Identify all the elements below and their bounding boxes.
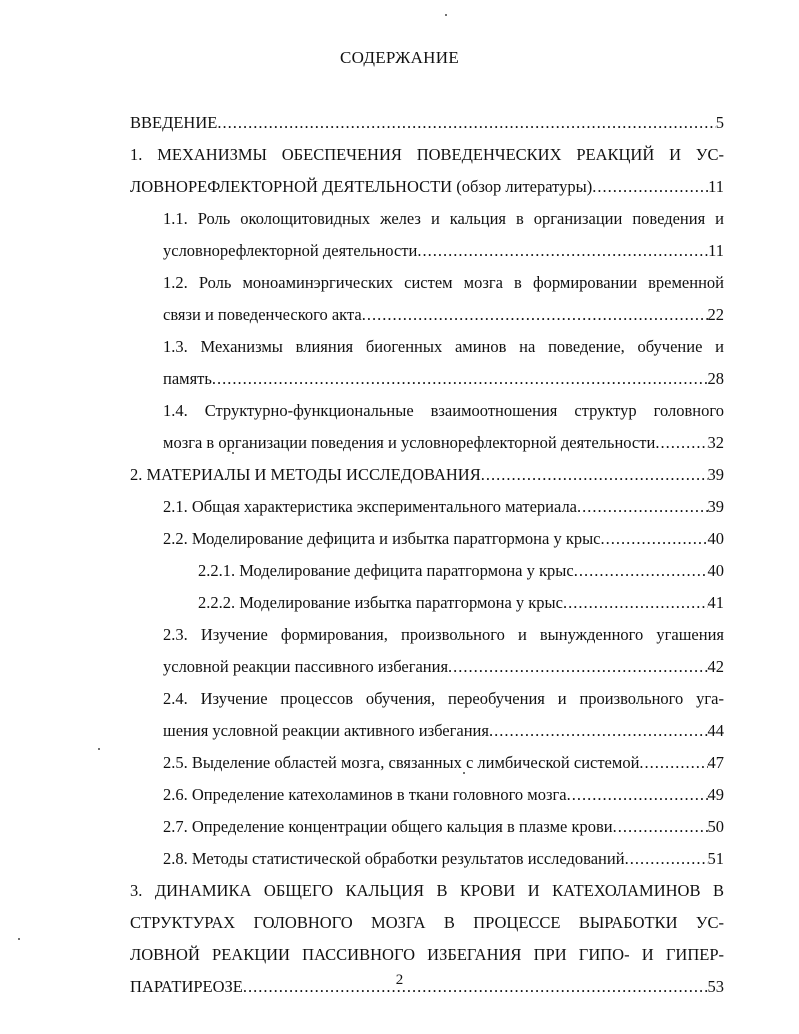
leader-dots — [481, 460, 708, 490]
scan-speck — [232, 452, 234, 454]
toc-entry-1-3-cont[interactable] — [0, 364, 799, 394]
toc-entry-page: 41 — [707, 593, 724, 612]
toc-entry-text: 1. МЕХАНИЗМЫ ОБЕСПЕЧЕНИЯ ПОВЕДЕНЧЕСКИХ РЕАКЦИЙ И УС- — [130, 145, 724, 164]
toc-entry-1-2-cont[interactable] — [0, 300, 799, 330]
leader-dots — [212, 364, 708, 394]
scan-speck — [18, 938, 20, 940]
toc-entry-page: 51 — [707, 849, 724, 868]
leader-dots — [574, 556, 708, 586]
toc-entry-text: 3. ДИНАМИКА ОБЩЕГО КАЛЬЦИЯ В КРОВИ И КАТЕХОЛАМИНОВ В — [130, 881, 724, 900]
toc-entry-text: ЛОВНОРЕФЛЕКТОРНОЙ ДЕЯТЕЛЬНОСТИ (обзор литературы) — [130, 177, 593, 196]
toc-entry-chapter-3-cont[interactable] — [0, 940, 799, 970]
toc-entry-text: 2. МАТЕРИАЛЫ И МЕТОДЫ ИССЛЕДОВАНИЯ — [130, 465, 481, 484]
toc-entry-2-1[interactable] — [0, 492, 799, 522]
toc-entry-text: 2.8. Методы статистической обработки результатов исследований — [163, 849, 625, 868]
leader-dots — [448, 652, 707, 682]
leader-dots — [362, 300, 708, 330]
toc-entry-1-3[interactable] — [0, 332, 799, 362]
toc-entry-introduction[interactable] — [0, 108, 799, 138]
toc-entry-page: 28 — [707, 369, 724, 388]
scan-speck — [445, 14, 447, 16]
leader-dots — [613, 812, 708, 842]
toc-entry-2-2[interactable] — [0, 524, 799, 554]
toc-entry-2-3[interactable] — [0, 620, 799, 650]
toc-entry-1-4-cont[interactable] — [0, 428, 799, 458]
toc-entry-page: 39 — [707, 465, 724, 484]
toc-entry-text: 2.7. Определение концентрации общего кальция в плазме крови — [163, 817, 613, 836]
toc-entry-text: 2.3. Изучение формирования, произвольного и вынужденного угашения — [163, 625, 724, 644]
toc-entry-page: 32 — [707, 433, 724, 452]
toc-entry-text: условной реакции пассивного избегания — [163, 657, 449, 676]
toc-entry-1-1[interactable] — [0, 204, 799, 234]
toc-entry-text: 1.4. Структурно-функциональные взаимоотношения структур головного — [163, 401, 724, 420]
toc-entry-2-4[interactable] — [0, 684, 799, 714]
toc-entry-text: условнорефлекторной деятельности — [163, 241, 418, 260]
toc-entry-text: шения условной реакции активного избегания — [163, 721, 489, 740]
toc-entry-2-8[interactable] — [0, 844, 799, 874]
toc-entry-page: 5 — [715, 113, 724, 132]
leader-dots — [592, 172, 708, 202]
leader-dots — [577, 492, 707, 522]
leader-dots — [639, 748, 707, 778]
toc-entry-2-2-2[interactable] — [0, 588, 799, 618]
toc-entry-page: 11 — [708, 241, 724, 260]
toc-entry-page: 39 — [707, 497, 724, 516]
toc-entry-chapter-3-cont[interactable] — [0, 908, 799, 938]
toc-entry-text: СТРУКТУРАХ ГОЛОВНОГО МОЗГА В ПРОЦЕССЕ ВЫРАБОТКИ УС- — [130, 913, 724, 932]
scan-speck — [98, 748, 100, 750]
toc-entry-page: 53 — [707, 977, 724, 996]
toc-entry-text: 1.1. Роль околощитовидных желез и кальция в организации поведения и — [163, 209, 724, 228]
toc-entry-chapter-1[interactable] — [0, 140, 799, 170]
toc-entry-text: 2.2.1. Моделирование дефицита паратгормона у крыс — [198, 561, 574, 580]
toc-entry-page: 42 — [707, 657, 724, 676]
toc-entry-2-2-1[interactable] — [0, 556, 799, 586]
toc-entry-chapter-2[interactable] — [0, 460, 799, 490]
toc-entry-text: 2.6. Определение катехоламинов в ткани головного мозга — [163, 785, 567, 804]
toc-entry-2-4-cont[interactable] — [0, 716, 799, 746]
toc-entry-text: 1.2. Роль моноаминэргических систем мозга в формировании временной — [163, 273, 724, 292]
toc-entry-text: 2.2. Моделирование дефицита и избытка паратгормона у крыс — [163, 529, 601, 548]
toc-entry-page: 47 — [707, 753, 724, 772]
toc-entry-chapter-3[interactable] — [0, 876, 799, 906]
toc-entry-text: ЛОВНОЙ РЕАКЦИИ ПАССИВНОГО ИЗБЕГАНИЯ ПРИ ГИПО- И ГИПЕР- — [130, 945, 724, 964]
leader-dots — [601, 524, 708, 554]
toc-entry-chapter-1-cont[interactable] — [0, 172, 799, 202]
leader-dots — [655, 428, 707, 458]
leader-dots — [567, 780, 708, 810]
contents-title: СОДЕРЖАНИЕ — [339, 48, 460, 67]
toc-entry-2-5[interactable] — [0, 748, 799, 778]
toc-entry-page: 50 — [707, 817, 724, 836]
toc-entry-2-3-cont[interactable] — [0, 652, 799, 682]
toc-entry-text: ПАРАТИРЕОЗЕ — [130, 977, 243, 996]
toc-entry-1-2[interactable] — [0, 268, 799, 298]
toc-entry-text: связи и поведенческого акта — [163, 305, 362, 324]
toc-entry-text: мозга в организации поведения и условнорефлекторной деятельности — [163, 433, 656, 452]
toc-entry-page: 40 — [707, 529, 724, 548]
toc-entry-text: 2.5. Выделение областей мозга, связанных с лимбической системой — [163, 753, 640, 772]
toc-entry-text: память — [163, 369, 212, 388]
toc-entry-2-7[interactable] — [0, 812, 799, 842]
toc-entry-page: 11 — [708, 177, 724, 196]
leader-dots — [217, 108, 715, 138]
leader-dots — [417, 236, 708, 266]
toc-entry-text: 2.4. Изучение процессов обучения, переобучения и произвольного уга- — [163, 689, 724, 708]
leader-dots — [489, 716, 708, 746]
toc-entry-page: 22 — [707, 305, 724, 324]
toc-entry-text: 1.3. Механизмы влияния биогенных аминов на поведение, обучение и — [163, 337, 724, 356]
toc-entry-text: 2.2.2. Моделирование избытка паратгормона у крыс — [198, 593, 563, 612]
leader-dots — [625, 844, 708, 874]
toc-entry-1-4[interactable] — [0, 396, 799, 426]
scan-speck — [463, 772, 465, 774]
toc-entry-text: 2.1. Общая характеристика экспериментального материала — [163, 497, 578, 516]
toc-entry-page: 44 — [707, 721, 724, 740]
toc-entry-1-1-cont[interactable] — [0, 236, 799, 266]
toc-entry-page: 49 — [707, 785, 724, 804]
page-number: 2 — [395, 972, 404, 988]
toc-entry-2-6[interactable] — [0, 780, 799, 810]
leader-dots — [563, 588, 708, 618]
toc-entry-page: 40 — [707, 561, 724, 580]
toc-entry-text: ВВЕДЕНИЕ — [130, 113, 218, 132]
